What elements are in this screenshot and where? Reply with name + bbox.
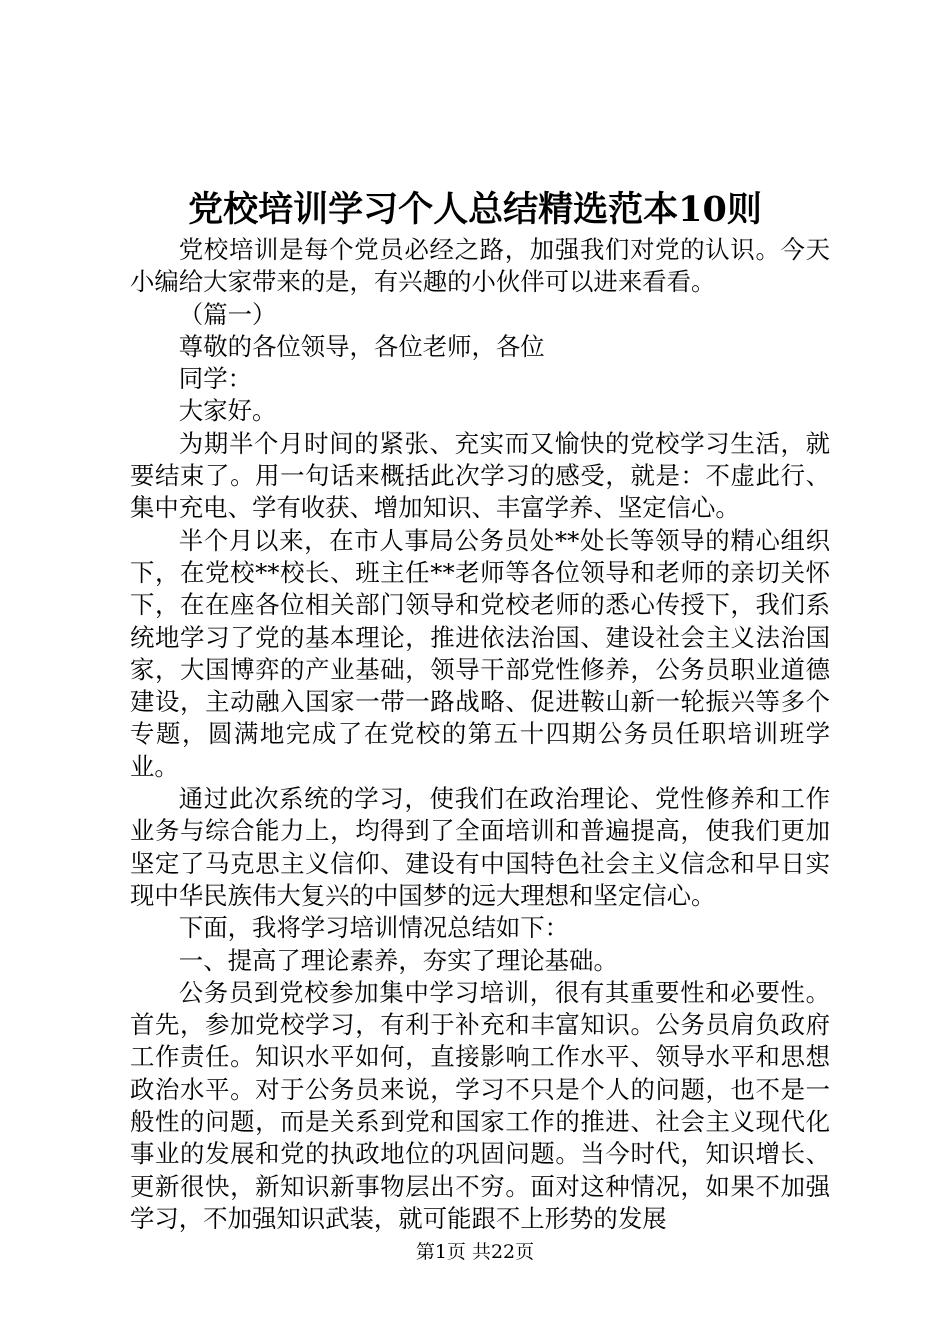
subheading-paragraph: 一、提高了理论素养，夯实了理论基础。: [178, 945, 618, 975]
document-body: [130, 234, 830, 1235]
page-number: 第1页 共22页: [415, 1241, 535, 1263]
salutation-line: 尊敬的各位领导，各位老师，各位: [178, 331, 545, 361]
body-paragraph: 半个月以来，在市人事局公务员处**处长等领导的精心组织下，在党校**校长、班主任**老师等各位领导和老师的亲切关怀下，在在座各位相关部门领导和党校老师的悉心传授下，我们系统地学习了党的基本理论，推进依法治国、建设社会主义法治国家，大国博弈的产业基础，领导干部党性修养，公务员职业道德建设，主动融入国家一带一路战略、促进鞍山新一轮振兴等多个专题，圆满地完成了在党校的第五十四期公务员任职培训班学业。: [130, 525, 830, 781]
intro-paragraph: 党校培训是每个党员必经之路，加强我们对党的认识。今天小编给大家带来的是，有兴趣的小伙伴可以进来看看。: [130, 235, 830, 297]
salutation-line: 同学：: [178, 364, 252, 394]
document-title: 党校培训学习个人总结精选范本10则: [188, 189, 762, 230]
body-paragraph: 下面，我将学习培训情况总结如下：: [178, 913, 570, 943]
section-heading: （篇一）: [178, 299, 277, 329]
body-paragraph: 公务员到党校参加集中学习培训，很有其重要性和必要性。首先，参加党校学习，有利于补充和丰富知识。公务员肩负政府工作责任。知识水平如何，直接影响工作水平、领导水平和思想政治水平。对于公务员来说，学习不只是个人的问题，也不是一般性的问题，而是关系到党和国家工作的推进、社会主义现代化事业的发展和党的执政地位的巩固问题。当今时代，知识增长、更新很快，新知识新事物层出不穷。面对这种情况，如果不加强学习，不加强知识武装，就可能跟不上形势的发展: [130, 977, 830, 1233]
body-paragraph: 通过此次系统的学习，使我们在政治理论、党性修养和工作业务与综合能力上，均得到了全面培训和普遍提高，使我们更加坚定了马克思主义信仰、建设有中国特色社会主义信念和早日实现中华民族伟大复兴的中国梦的远大理想和坚定信心。: [130, 784, 830, 910]
body-paragraph: 为期半个月时间的紧张、充实而又愉快的党校学习生活，就要结束了。用一句话来概括此次学习的感受，就是：不虚此行、集中充电、学有收获、增加知识、丰富学养、坚定信心。: [130, 428, 830, 523]
greeting-line: 大家好。: [178, 396, 277, 426]
